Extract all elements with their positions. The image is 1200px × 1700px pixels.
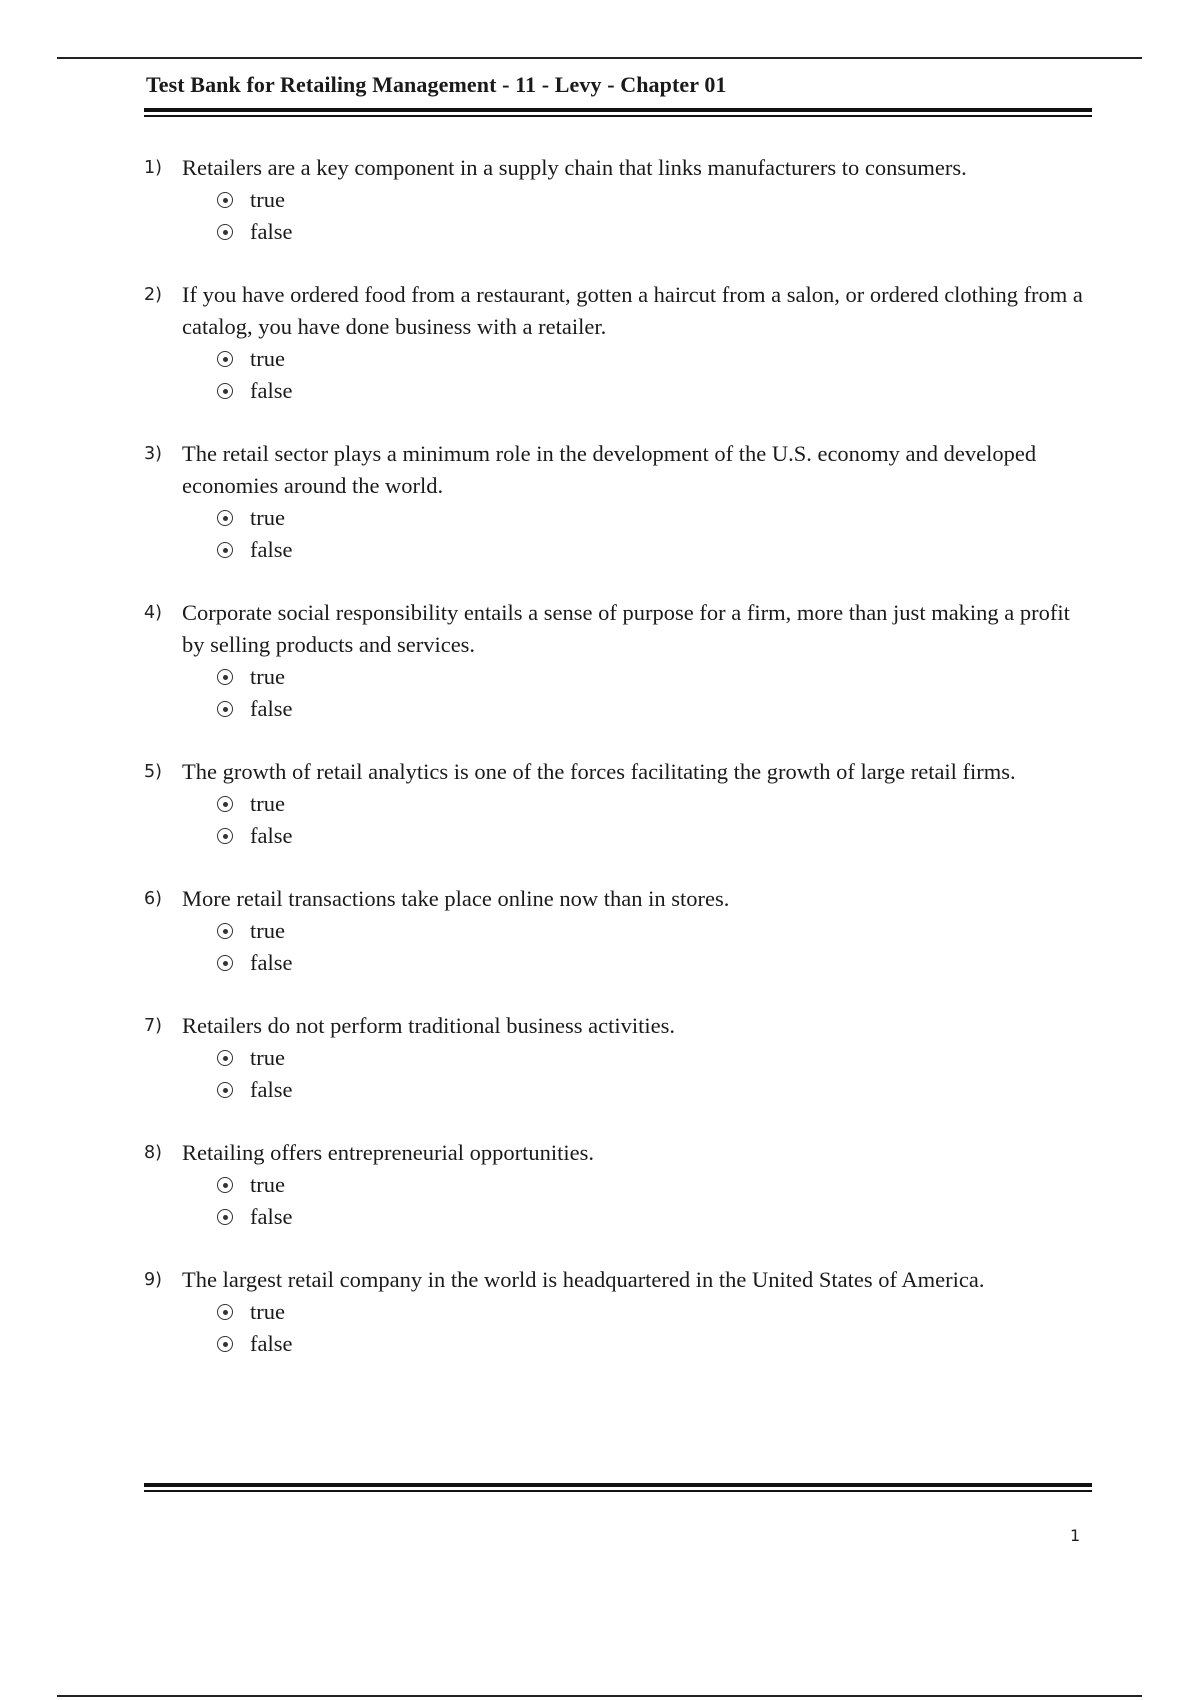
footer-divider bbox=[144, 1483, 1092, 1493]
answer-option-label: true bbox=[250, 1045, 285, 1070]
question-number: 3) bbox=[144, 444, 162, 464]
answer-option-true[interactable] bbox=[217, 343, 1094, 375]
question-item bbox=[144, 597, 1094, 725]
answer-option-label: true bbox=[250, 1299, 285, 1324]
question-text: Retailers do not perform traditional business activities. bbox=[182, 1013, 676, 1038]
question-text: If you have ordered food from a restaurant, gotten a haircut from a salon, or ordered clothing from a catalog, you have done business with a retailer. bbox=[182, 282, 1083, 339]
answer-options bbox=[217, 788, 1094, 852]
answer-options bbox=[217, 1169, 1094, 1233]
question-text: Retailing offers entrepreneurial opportunities. bbox=[182, 1140, 594, 1165]
page-number: 1 bbox=[1070, 1526, 1081, 1545]
answer-option-label: false bbox=[250, 219, 293, 244]
question-item bbox=[144, 1137, 1094, 1233]
answer-option-false[interactable] bbox=[217, 534, 1094, 566]
answer-option-label: false bbox=[250, 1204, 293, 1229]
question-number: 6) bbox=[144, 889, 162, 909]
answer-option-false[interactable] bbox=[217, 693, 1094, 725]
answer-option-true[interactable] bbox=[217, 184, 1094, 216]
answer-option-label: true bbox=[250, 505, 285, 530]
question-item bbox=[144, 279, 1094, 407]
answer-options bbox=[217, 343, 1094, 407]
question-row bbox=[144, 152, 1094, 184]
question-list bbox=[144, 152, 1094, 1391]
answer-option-false[interactable] bbox=[217, 820, 1094, 852]
radio-button-icon[interactable] bbox=[217, 701, 233, 717]
radio-button-icon[interactable] bbox=[217, 1304, 233, 1320]
radio-button-icon[interactable] bbox=[217, 1209, 233, 1225]
radio-button-icon[interactable] bbox=[217, 923, 233, 939]
answer-options bbox=[217, 502, 1094, 566]
question-text: The largest retail company in the world is headquartered in the United States of America. bbox=[182, 1267, 985, 1292]
answer-options bbox=[217, 915, 1094, 979]
radio-button-icon[interactable] bbox=[217, 1177, 233, 1193]
question-item bbox=[144, 438, 1094, 566]
answer-option-label: true bbox=[250, 664, 285, 689]
page-top-border bbox=[57, 57, 1142, 59]
answer-option-label: true bbox=[250, 791, 285, 816]
header-divider bbox=[144, 108, 1092, 118]
question-row bbox=[144, 279, 1094, 343]
answer-option-true[interactable] bbox=[217, 1042, 1094, 1074]
radio-button-icon[interactable] bbox=[217, 192, 233, 208]
radio-button-icon[interactable] bbox=[217, 1336, 233, 1352]
question-row bbox=[144, 1137, 1094, 1169]
radio-button-icon[interactable] bbox=[217, 542, 233, 558]
answer-option-false[interactable] bbox=[217, 375, 1094, 407]
radio-button-icon[interactable] bbox=[217, 828, 233, 844]
answer-option-false[interactable] bbox=[217, 1328, 1094, 1360]
question-number: 7) bbox=[144, 1016, 162, 1036]
question-number: 2) bbox=[144, 285, 162, 305]
answer-option-label: false bbox=[250, 950, 293, 975]
radio-button-icon[interactable] bbox=[217, 351, 233, 367]
answer-option-true[interactable] bbox=[217, 788, 1094, 820]
question-item bbox=[144, 883, 1094, 979]
answer-option-label: true bbox=[250, 346, 285, 371]
question-text: Retailers are a key component in a supply chain that links manufacturers to consumers. bbox=[182, 155, 967, 180]
answer-options bbox=[217, 184, 1094, 248]
question-text: The growth of retail analytics is one of the forces facilitating the growth of large retail firms. bbox=[182, 759, 1016, 784]
radio-button-icon[interactable] bbox=[217, 955, 233, 971]
question-text: Corporate social responsibility entails a sense of purpose for a firm, more than just making a profit by selling products and services. bbox=[182, 600, 1070, 657]
radio-button-icon[interactable] bbox=[217, 1050, 233, 1066]
radio-button-icon[interactable] bbox=[217, 224, 233, 240]
question-item bbox=[144, 1264, 1094, 1360]
answer-options bbox=[217, 661, 1094, 725]
answer-option-label: false bbox=[250, 696, 293, 721]
question-row bbox=[144, 597, 1094, 661]
question-text: More retail transactions take place online now than in stores. bbox=[182, 886, 730, 911]
page-bottom-border bbox=[57, 1695, 1142, 1697]
answer-option-label: true bbox=[250, 1172, 285, 1197]
question-number: 5) bbox=[144, 762, 162, 782]
radio-button-icon[interactable] bbox=[217, 669, 233, 685]
answer-option-label: false bbox=[250, 537, 293, 562]
question-number: 8) bbox=[144, 1143, 162, 1163]
radio-button-icon[interactable] bbox=[217, 796, 233, 812]
question-row bbox=[144, 756, 1094, 788]
answer-option-true[interactable] bbox=[217, 502, 1094, 534]
question-number: 1) bbox=[144, 158, 162, 178]
answer-option-false[interactable] bbox=[217, 1201, 1094, 1233]
answer-option-label: false bbox=[250, 378, 293, 403]
question-row bbox=[144, 1264, 1094, 1296]
question-row bbox=[144, 883, 1094, 915]
document-title: Test Bank for Retailing Management - 11 - Levy - Chapter 01 bbox=[146, 72, 727, 97]
question-item bbox=[144, 1010, 1094, 1106]
question-row bbox=[144, 438, 1094, 502]
radio-button-icon[interactable] bbox=[217, 383, 233, 399]
question-item bbox=[144, 152, 1094, 248]
radio-button-icon[interactable] bbox=[217, 1082, 233, 1098]
answer-option-false[interactable] bbox=[217, 216, 1094, 248]
answer-option-true[interactable] bbox=[217, 1169, 1094, 1201]
answer-option-false[interactable] bbox=[217, 1074, 1094, 1106]
answer-options bbox=[217, 1296, 1094, 1360]
question-number: 4) bbox=[144, 603, 162, 623]
answer-options bbox=[217, 1042, 1094, 1106]
question-item bbox=[144, 756, 1094, 852]
answer-option-true[interactable] bbox=[217, 661, 1094, 693]
answer-option-label: false bbox=[250, 823, 293, 848]
answer-option-true[interactable] bbox=[217, 915, 1094, 947]
answer-option-true[interactable] bbox=[217, 1296, 1094, 1328]
radio-button-icon[interactable] bbox=[217, 510, 233, 526]
answer-option-label: false bbox=[250, 1077, 293, 1102]
answer-option-false[interactable] bbox=[217, 947, 1094, 979]
question-number: 9) bbox=[144, 1270, 162, 1290]
question-text: The retail sector plays a minimum role in the development of the U.S. economy and developed economies around the world. bbox=[182, 441, 1037, 498]
answer-option-label: false bbox=[250, 1331, 293, 1356]
answer-option-label: true bbox=[250, 918, 285, 943]
answer-option-label: true bbox=[250, 187, 285, 212]
question-row bbox=[144, 1010, 1094, 1042]
